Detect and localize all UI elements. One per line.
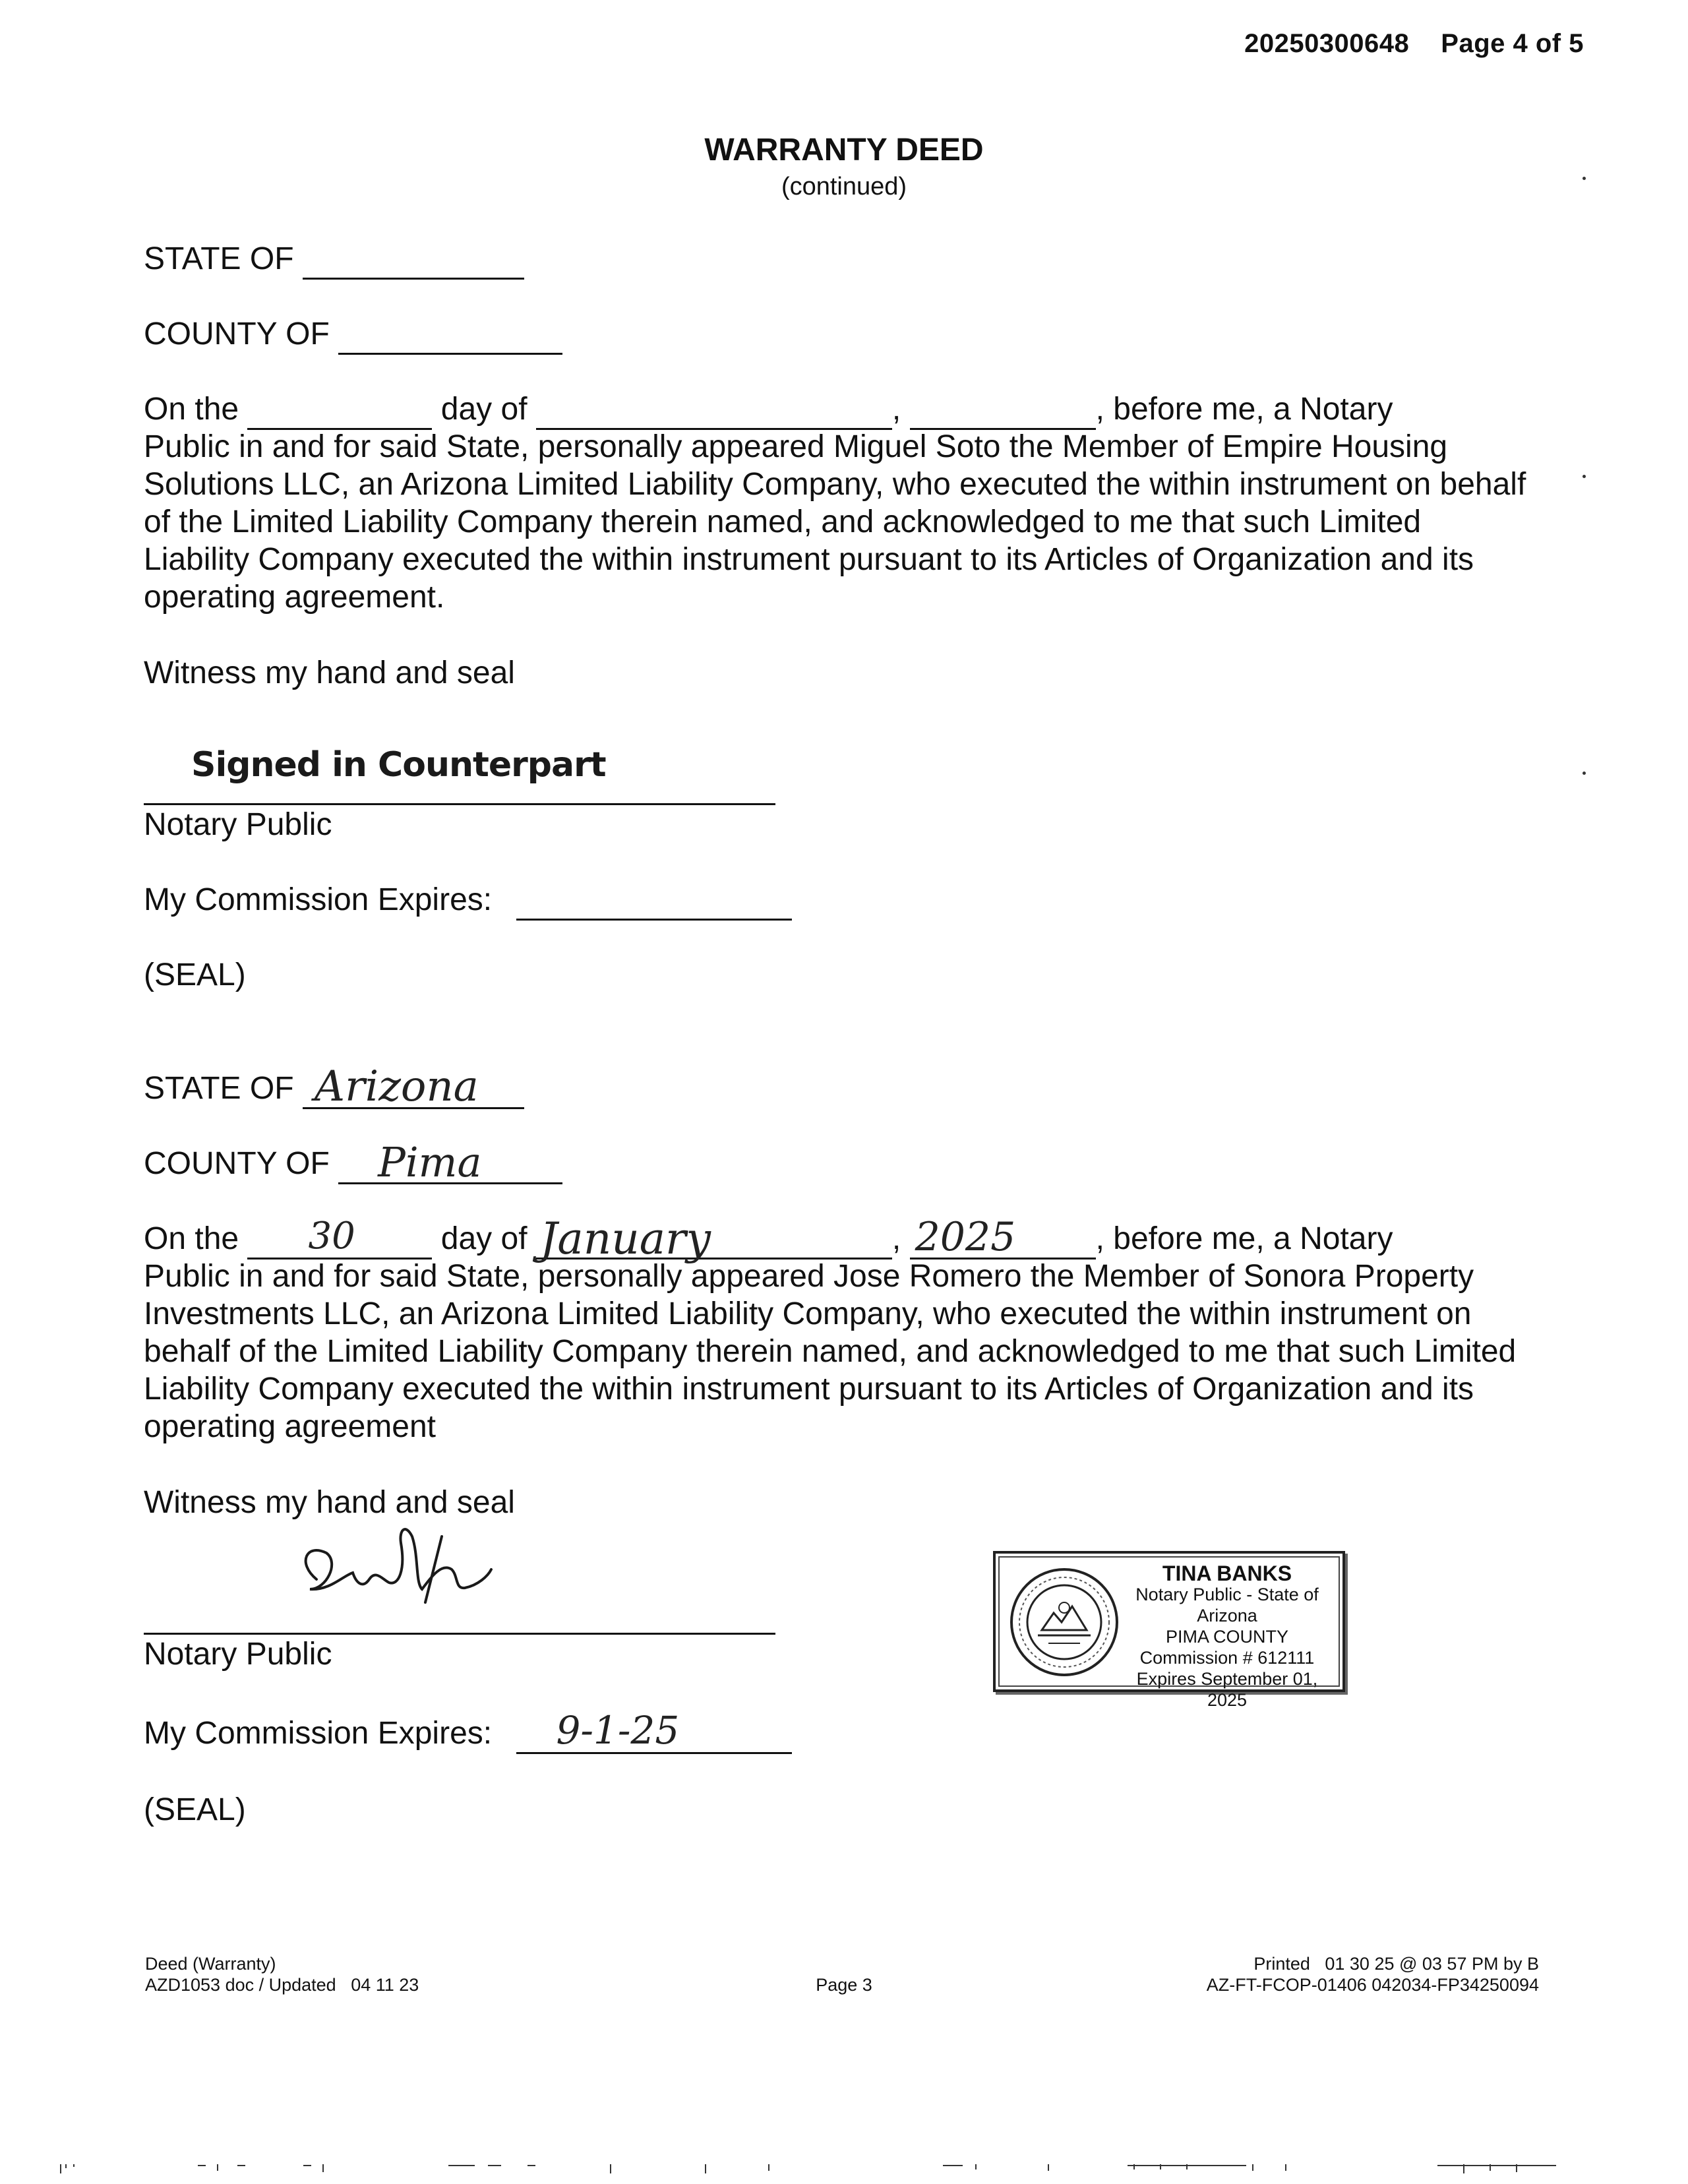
county-handwritten: Pima bbox=[378, 1138, 482, 1186]
signature-line-2 bbox=[144, 1633, 775, 1635]
state-handwritten: Arizona bbox=[314, 1062, 479, 1111]
page-indicator: Page 4 of 5 bbox=[1441, 29, 1584, 58]
seal-commission-number: Commission # 612111 bbox=[1139, 1648, 1315, 1668]
month-handwritten: January bbox=[539, 1213, 711, 1264]
before-me-text: , before me, a Notary bbox=[1095, 392, 1393, 427]
acknowledgment-paragraph-2: Public in and for said State, personally appeared Jose Romero the Member of Sonora Property Investments LLC, an Arizona Limited Liability Company, who executed the within instrument on behalf of the Limited Liability Company therein named, and acknowledged to me that such Limited Liability Company executed the within instrument pursuant to its Articles of Organization and its operating agreement bbox=[144, 1259, 1517, 1444]
commission-line-2 bbox=[144, 1708, 792, 1754]
seal-county: PIMA COUNTY bbox=[1165, 1627, 1289, 1647]
county-line-2 bbox=[144, 1138, 562, 1186]
seal-title: Notary Public - State of Arizona bbox=[1135, 1585, 1319, 1625]
year-handwritten: 2025 bbox=[915, 1214, 1016, 1260]
state-label: STATE OF bbox=[144, 241, 294, 276]
comma: , bbox=[891, 1221, 901, 1256]
day-blank bbox=[247, 390, 432, 430]
signature-line-1 bbox=[144, 803, 775, 805]
scan-speck bbox=[1582, 475, 1586, 478]
page-title: WARRANTY DEED bbox=[704, 133, 984, 167]
footer-doc-type: Deed (Warranty) bbox=[145, 1954, 276, 1974]
document-header bbox=[1244, 29, 1584, 59]
notary-signature-scribble bbox=[290, 1517, 514, 1622]
county-label: COUNTY OF bbox=[144, 317, 330, 351]
county-blank bbox=[338, 315, 562, 355]
acknowledgment-paragraph-1: Public in and for said State, personally appeared Miguel Soto the Member of Empire Housing Solutions LLC, an Arizona Limited Liability Company, who executed the within instrument on behalf of the Limited Liability Company therein named, and acknowledged to me that such Limited Liability Company executed the within instrument pursuant to its Articles of Organization and its operating agreement. bbox=[144, 429, 1526, 615]
signed-in-counterpart-stamp: Signed in Counterpart bbox=[191, 745, 606, 785]
before-me-text: , before me, a Notary bbox=[1095, 1221, 1393, 1256]
seal-expiration: Expires September 01, 2025 bbox=[1136, 1669, 1318, 1710]
commission-blank bbox=[516, 881, 792, 921]
day-handwritten: 30 bbox=[308, 1215, 355, 1258]
year-blank bbox=[910, 390, 1096, 430]
commission-line-1 bbox=[144, 881, 792, 921]
day-blank bbox=[247, 1215, 432, 1259]
on-the-text: On the bbox=[144, 392, 239, 427]
day-of-text: day of bbox=[440, 392, 528, 427]
on-the-text: On the bbox=[144, 1221, 239, 1256]
state-label: STATE OF bbox=[144, 1071, 294, 1106]
arizona-state-seal-icon bbox=[1009, 1567, 1120, 1678]
state-line-1 bbox=[144, 240, 524, 280]
county-blank bbox=[338, 1138, 562, 1186]
seal-label-2: (SEAL) bbox=[144, 1792, 246, 1827]
comma: , bbox=[891, 392, 901, 427]
county-line-1 bbox=[144, 315, 562, 355]
commission-blank bbox=[516, 1708, 792, 1754]
footer-file-reference: AZ-FT-FCOP-01406 042034-FP34250094 bbox=[1206, 1975, 1539, 1995]
date-line-1 bbox=[144, 390, 1393, 430]
commission-label: My Commission Expires: bbox=[144, 882, 493, 917]
scan-edge-artifacts bbox=[0, 2164, 1688, 2175]
notary-public-label-2: Notary Public bbox=[144, 1637, 332, 1672]
witness-text-2: Witness my hand and seal bbox=[144, 1485, 515, 1520]
month-blank bbox=[536, 390, 892, 430]
witness-text-1: Witness my hand and seal bbox=[144, 655, 515, 690]
page-subtitle: (continued) bbox=[781, 173, 907, 200]
footer-right bbox=[1207, 1953, 1539, 1995]
footer-page-number: Page 3 bbox=[816, 1975, 872, 1995]
state-line-2 bbox=[144, 1062, 524, 1111]
seal-notary-name: TINA BANKS bbox=[1162, 1562, 1292, 1585]
year-blank bbox=[910, 1214, 1096, 1260]
document-number: 20250300648 bbox=[1244, 29, 1410, 58]
footer-printed-info: Printed 01 30 25 @ 03 57 PM by B bbox=[1253, 1954, 1539, 1974]
notary-public-label-1: Notary Public bbox=[144, 807, 332, 842]
state-blank bbox=[303, 1062, 524, 1111]
commission-label: My Commission Expires: bbox=[144, 1716, 493, 1751]
day-of-text: day of bbox=[440, 1221, 528, 1256]
seal-label-1: (SEAL) bbox=[144, 957, 246, 992]
county-label: COUNTY OF bbox=[144, 1146, 330, 1181]
state-blank bbox=[303, 240, 524, 280]
month-blank bbox=[536, 1213, 892, 1264]
date-line-2 bbox=[144, 1213, 1393, 1264]
notary-seal-stamp bbox=[993, 1551, 1345, 1710]
scan-speck bbox=[1582, 177, 1586, 180]
scan-speck bbox=[1582, 772, 1586, 775]
footer-form-id: AZD1053 doc / Updated 04 11 23 bbox=[145, 1975, 419, 1995]
commission-handwritten: 9-1-25 bbox=[556, 1708, 680, 1753]
